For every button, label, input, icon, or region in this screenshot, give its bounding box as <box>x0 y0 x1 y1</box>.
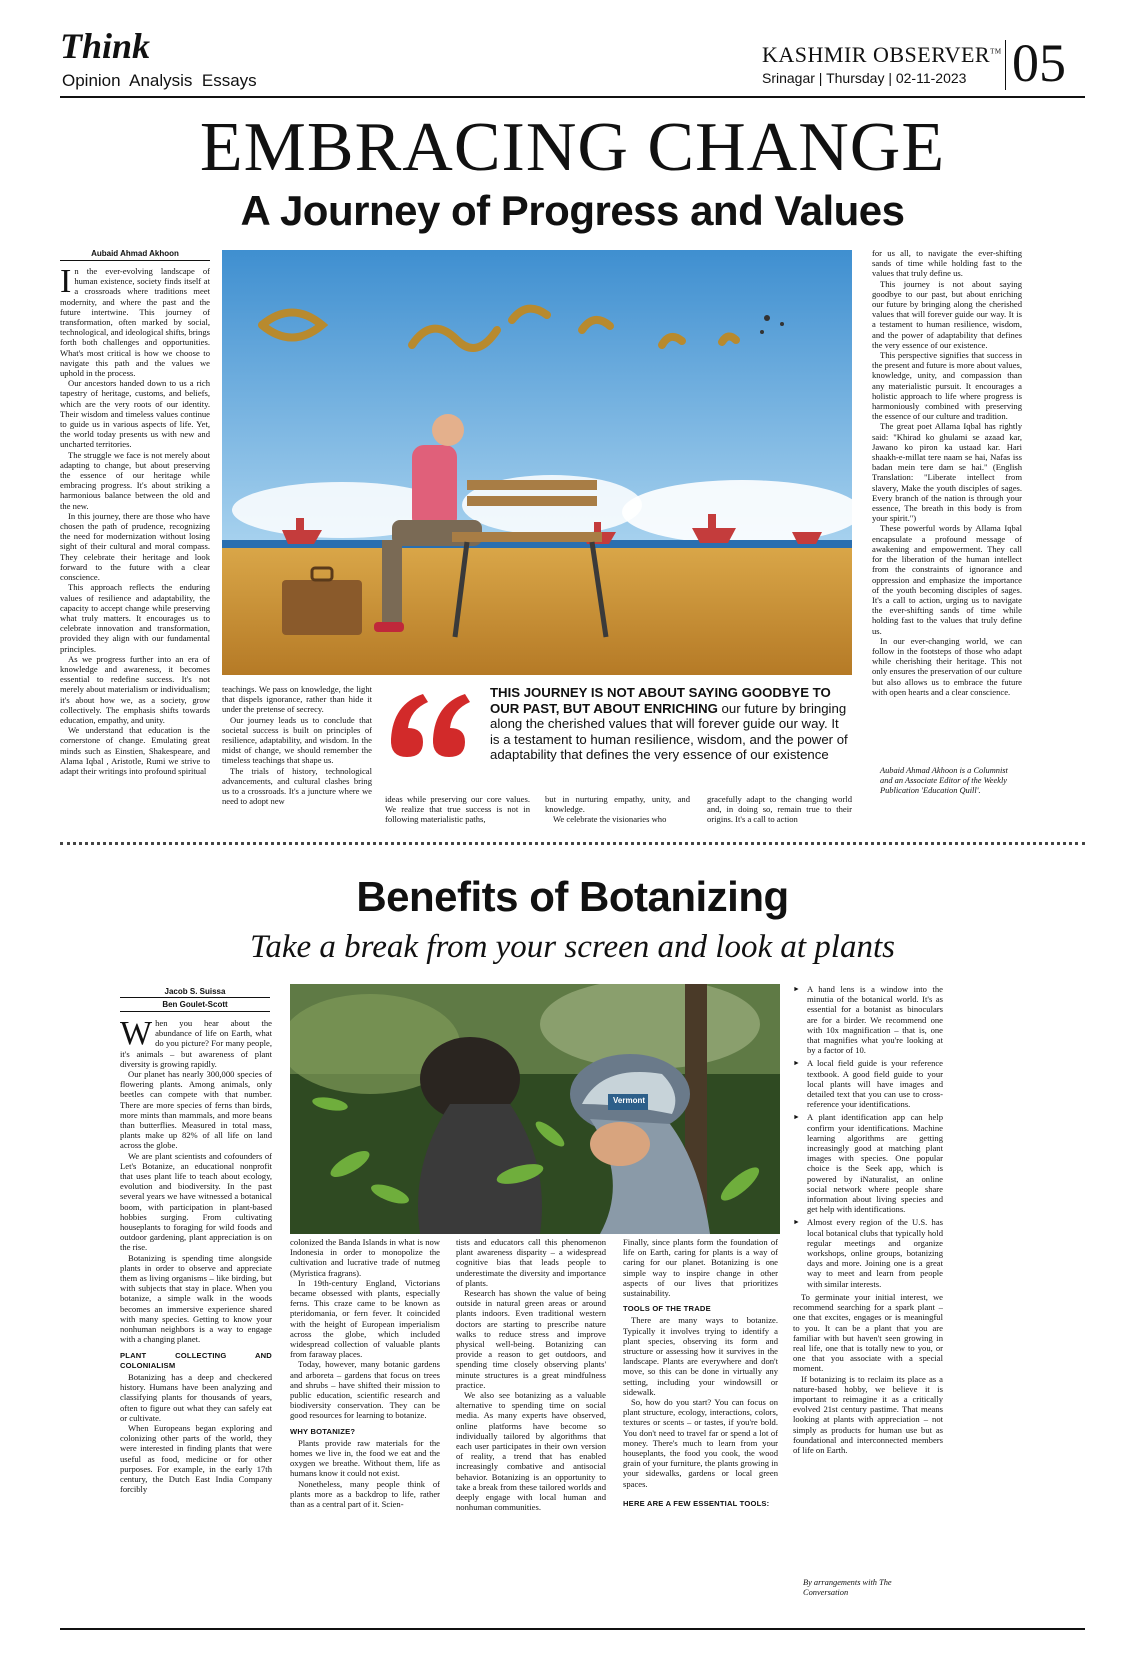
paragraph: n the ever-evolving landscape of human existence, society finds itself at a crossroads where traditions meet modernity, and where the past and the future intertwine. This journey of transformation, often marked by social, technological, and ideological shifts, brings forth both challenges and opportunities. What's most critical is how we choose to navigate this path and the values we uphold in the process. <box>60 266 210 379</box>
list-item: ► A hand lens is a window into the minutia of the botanical world. It's as essential for a botanist as binoculars are for a birder. We recommend one with 10x magnification – that is, one that magnifies what you're looking at by a factor of 10. <box>793 984 943 1055</box>
article1-subhead: A Journey of Progress and Values <box>240 187 905 234</box>
article2-col4 <box>623 1237 778 1607</box>
paper-name-text: KASHMIR OBSERVER <box>762 42 991 67</box>
paragraph: colonized the Banda Islands in what is now Indonesia in order to monopolize the cultivation and lucrative trade of nutmeg (Myristica fragrans). <box>290 1237 440 1278</box>
paragraph: We understand that education is the cornerstone of change. Emulating great minds such as Einstien, Shakespeare, and Alama Iqbal , Aristotle, Rumi we strive to adapt their writings into profound spiritual <box>60 725 210 776</box>
paragraph: Botanizing is spending time alongside plants in order to observe and appreciate them as living organisms – like birding, but with subjects that stay in place. When you botanize, a simple walk in the woods becomes an immersive experience shared with many species. Getting to know your nonhuman neighbors is a way to engage with a changing planet. <box>120 1252 272 1345</box>
botanizing-photo <box>290 984 780 1234</box>
paragraph: We celebrate the visionaries who <box>553 814 667 825</box>
paragraph: This approach reflects the enduring values of resilience and adaptability, the capacity to accept change while preserving what truly matters. It encourages us to celebrate innovation and transformation, provided they align with our fundamental principles. <box>60 582 210 654</box>
article2-col3 <box>456 1237 606 1607</box>
paragraph: When Europeans began exploring and colonizing other parts of the world, they were interested in finding plants that were useful as food, medicine or for other purposes. For example, in the early 17th century, the Dutch East India Company forcibly <box>120 1422 272 1495</box>
paper-name <box>762 42 1002 68</box>
list-item: ► Almost every region of the U.S. has local botanical clubs that typically hold regular meetings and organize workshops, online groups, botanizing days and more. Joining one is a great way to meet and learn from people with similar interests. <box>793 1217 943 1288</box>
paragraph: Botanizing has a deep and checkered history. Humans have been analyzing and classifying plants for thousands of years, often to figure out what they can safely eat or cultivate. <box>120 1371 272 1423</box>
article2-headline: Benefits of Botanizing <box>356 873 789 920</box>
paragraph: The trials of history, technological advancements, and cultural clashes bring us to a crossroads. It's a juncture where we need to adopt new <box>222 765 372 807</box>
paragraph: We are plant scientists and cofounders of Let's Botanize, an educational nonprofit that uses plant life to teach about ecology, evolution and biodiversity. In the past several years we have witnessed a botanical boom, with participation in plant-based hobbies surging. From cultivating houseplants to foraging for wild foods and outdoor gardening, plant appreciation is on the rise. <box>120 1150 272 1253</box>
paragraph: hen you hear about the abundance of life on Earth, what do you picture? For many people, it's animals – but awareness of plant diversity is growing rapidly. <box>120 1018 272 1069</box>
subhead-tools: TOOLS OF THE TRADE <box>623 1304 711 1314</box>
masthead-rule <box>60 96 1085 98</box>
paragraph: gracefully adapt to the changing world and, in doing so, remain true to their origins. It's a call to action <box>707 794 852 825</box>
paragraph: Research has shown the value of being outside in natural green areas or around plants indoors. Even traditional western doctors are starting to prescribe nature walks to reduce stress and improve physical well-being. Botanizing can provide a reason to get outdoors, and spending time closely observing plants' minute structures is a great mindfulness practice. <box>456 1288 606 1390</box>
article2-col2 <box>290 1237 440 1607</box>
article2-byline-1: Jacob S. Suissa <box>164 987 226 996</box>
paragraph: for us all, to navigate the ever-shifting sands of time while holding fast to the values that truly define us. <box>872 248 1022 279</box>
paragraph: In this journey, there are those who have chosen the path of prudence, recognizing the need for modernization without losing sight of their cultural and moral compass. They celebrate their heritage and look forward to the future with a clear conscience. <box>60 510 210 583</box>
tools-list <box>793 984 943 1289</box>
subhead-essential: HERE ARE A FEW ESSENTIAL TOOLS: <box>623 1498 770 1508</box>
dateline: Srinagar | Thursday | 02-11-2023 <box>762 70 967 86</box>
article1-col3 <box>385 794 530 828</box>
page-divider <box>1005 40 1006 90</box>
article1-col1 <box>60 266 210 828</box>
article2-subhead: Take a break from your screen and look at plants <box>250 929 895 965</box>
paragraph: This journey is not about saying goodbye to our past, but about enriching our future by bringing along the cherished values that will forever guide our way. It is a testament to human resilience, wisdom, and the power of adaptability that defines the very essence of our existence. <box>872 278 1022 350</box>
paragraph: tists and educators call this phenomenon plant awareness disparity – a widespread cognitive bias that leads people to underestimate the diversity and importance of plants. <box>456 1237 606 1288</box>
quote-mark-icon <box>385 684 470 764</box>
paragraph: Our planet has nearly 300,000 species of flowering plants. Among animals, only beetles can compete with that number. There are more species of ferns than birds, more mints than mammals, and more beans than butterflies. Measured in total mass, plants make up 82% of all life on land across the globe. <box>120 1069 272 1151</box>
article1-byline: Aubaid Ahmad Akhoon <box>60 247 210 261</box>
pull-quote <box>490 685 850 763</box>
article1-col4 <box>545 794 690 828</box>
paragraph: We also see botanizing as a valuable alternative to spending time on social media. As many experts have observed, online platforms have become so individually tailored by algorithms that each user participates in their own version of reality, a trend that has enabled increasingly combative and antisocial behavior. Botanizing is an opportunity to take a break from these tailored worlds and deeply engage with local human and nonhuman communities. <box>456 1390 606 1513</box>
article2-byline-2: Ben Goulet-Scott <box>120 997 270 1012</box>
article2-col5 <box>793 984 943 1554</box>
paragraph: As we progress further into an era of knowledge and awareness, it becomes essential to redefine success. It's not merely about materialism or individualism; it's about how we, as a society, grow collectively. The emphasis shifts towards education, empathy, and unity. <box>60 653 210 725</box>
paragraph: To germinate your initial interest, we recommend searching for a spark plant – one that excites, engages or is meaningful to you. It can be a plant that you are familiar with but haven't seen growing in real life, one that is totally new to you, or one that you associate with a special moment. <box>793 1291 943 1374</box>
article1-col2 <box>222 684 372 828</box>
paragraph: ideas while preserving our core values. We realize that true success is not in following materialistic paths, <box>385 794 530 825</box>
section-subtitle: Opinion Analysis Essays <box>62 71 257 90</box>
paragraph: The struggle we face is not merely about adapting to change, but about preserving the essence of our heritage while embracing progress. It's about striking a harmonious balance between the old and the new. <box>60 449 210 511</box>
list-item: ► A plant identification app can help confirm your identifications. Machine learning algorithms are getting increasingly good at matching plant images with species. One popular choice is the Seek app, which is powered by iNaturalist, an online social network where people share information about living species and get help with identifications. <box>793 1112 943 1214</box>
paragraph: Our journey leads us to conclude that societal success is built on principles of resilience, adaptability, and wisdom. In the midst of change, we should remember the timeless teachings that shape us. <box>222 714 372 766</box>
bench-illustration <box>222 250 852 675</box>
paragraph: If botanizing is to reclaim its place as a nature-based hobby, we believe it is important to reimagine it as a critically evolved 21st century pastime. That means looking at plants with appreciation – not simply as products for human use but as foundational and interconnected members of life on Earth. <box>793 1373 943 1455</box>
paragraph: So, how do you start? You can focus on plant structure, ecology, interactions, colors, textures or scents – or tastes, if you're bold. You don't need to travel far or spend a lot of money. There's much to learn from your houseplants, the food you cook, the wood grain of your furniture, the plants growing in your sidewalks, gardens or local green spaces. <box>623 1397 778 1489</box>
footer-rule <box>60 1628 1085 1630</box>
paragraph: teachings. We pass on knowledge, the light that dispels ignorance, rather than hide it under the pretense of secrecy. <box>222 684 372 715</box>
trademark: TM <box>990 47 1002 56</box>
section-title: Think <box>60 26 151 66</box>
paragraph: In our ever-changing world, we can follow in the footsteps of those who adapt while cherishing their heritage. This not only ensures the preservation of our culture but also allows us to embrace the future with open hearts and a clear conscience. <box>872 635 1022 697</box>
article2-col1 <box>120 1018 272 1606</box>
subhead-colonialism: PLANT COLLECTING AND COLONIALISM <box>120 1350 272 1370</box>
list-item: ► A local field guide is your reference textbook. A good field guide to your local plants will have images and detailed text that you can use to cross-reference your identifications. <box>793 1058 943 1109</box>
paragraph: Nonetheless, many people think of plants more as a backdrop to life, rather than as a central part of it. Scien- <box>290 1478 440 1510</box>
paragraph: This perspective signifies that success in the present and future is more about values, knowledge, unity, and compassion than any materialistic pursuit. It encourages a holistic approach to life where progress is harmoniously combined with preserving the essence of our culture and tradition. <box>872 350 1022 422</box>
paragraph: Our ancestors handed down to us a rich tapestry of heritage, customs, and beliefs, which are the very roots of our identity. Their wisdom and timeless values continue to guide us in various aspects of life. Yet, the world today presents us with new and uncharted territories. <box>60 378 210 450</box>
paragraph: Today, however, many botanic gardens and arboreta – gardens that focus on trees and shrubs – have shifted their mission to public education, scientific research and biodiversity conservation. They can be good resources for learning to botanize. <box>290 1359 440 1421</box>
article1-headline: EMBRACING CHANGE <box>199 109 946 186</box>
subhead-why: WHY BOTANIZE? <box>290 1426 356 1436</box>
paragraph: but in nurturing empathy, unity, and knowledge. <box>545 794 690 815</box>
pull-quote-rest: our future by bringing along the cherished values that will forever guide our way. It is a testament to human resilience, wisdom, and the power of adaptability that defines the very essence of our existence <box>490 700 848 763</box>
article1-col5 <box>707 794 852 828</box>
cap-logo-text: Vermont <box>613 1096 646 1105</box>
paragraph: These powerful words by Allama Iqbal encapsulate a profound message of awakening and empowerment. They call for the liberation of the human intellect from the constraints of ignorance and oppression and emphasize the importance of the youth becoming disciples of sages. It's a call to action, urging us to navigate the ever-shifting sands of time while holding fast to the values that truly define us. <box>872 523 1022 636</box>
pull-quote-bold: THIS JOURNEY IS NOT ABOUT SAYING GOODBYE TO OUR PAST, BUT ABOUT ENRICHING <box>490 685 831 716</box>
paragraph: Plants provide raw materials for the homes we live in, the food we eat and the oxygen we breathe. Without them, life as humans know it could not exist. <box>290 1437 440 1479</box>
article2-dropcap: W <box>120 1018 153 1052</box>
page-number: 05 <box>1012 33 1066 93</box>
paragraph: In 19th-century England, Victorians became obsessed with plants, especially ferns. This craze came to be known as pteridomania, or fern fever. It coincided with the height of European imperialism across the globe, which included widespread collection of valuable plants from faraway places. <box>290 1277 440 1360</box>
author-bio: Aubaid Ahmad Akhoon is a Columnist and an Associate Editor of the Weekly Publication 'Education Quill'. <box>880 766 1008 795</box>
paragraph: The great poet Allama Iqbal has rightly said: "Khirad ko ghulami se azaad kar, Jawano ko piron ka ustaad kar. Hari shaakh-e-millat tere naam se hai, Nafas iss badan mein tere dam se hai." (English Translation: "Liberate intellect from slavery, Make the youth disciples of sages. Every branch of the nation is through your essence, The breath in this body is from your spirit.") <box>872 421 1022 524</box>
article1-dropcap: I <box>60 266 72 300</box>
article1-illustration <box>222 250 852 675</box>
section-divider <box>60 842 1085 845</box>
article1-col6 <box>872 248 1022 763</box>
paragraph: Finally, since plants form the foundation of life on Earth, caring for plants is a way of caring for our planet. Botanizing is one simple way to inspire change in other aspects of our lives that prioritizes sustainability. <box>623 1237 778 1299</box>
article2-photo <box>290 984 780 1234</box>
credit-line: By arrangements with The Conversation <box>803 1578 892 1597</box>
paragraph: There are many ways to botanize. Typically it involves trying to identify a plant species, observing its form and structure or assessing how it survives in the landscape. Plants are everywhere and don't move, so this can be done in virtually any setting, including your windowsill or sidewalk. <box>623 1315 778 1397</box>
